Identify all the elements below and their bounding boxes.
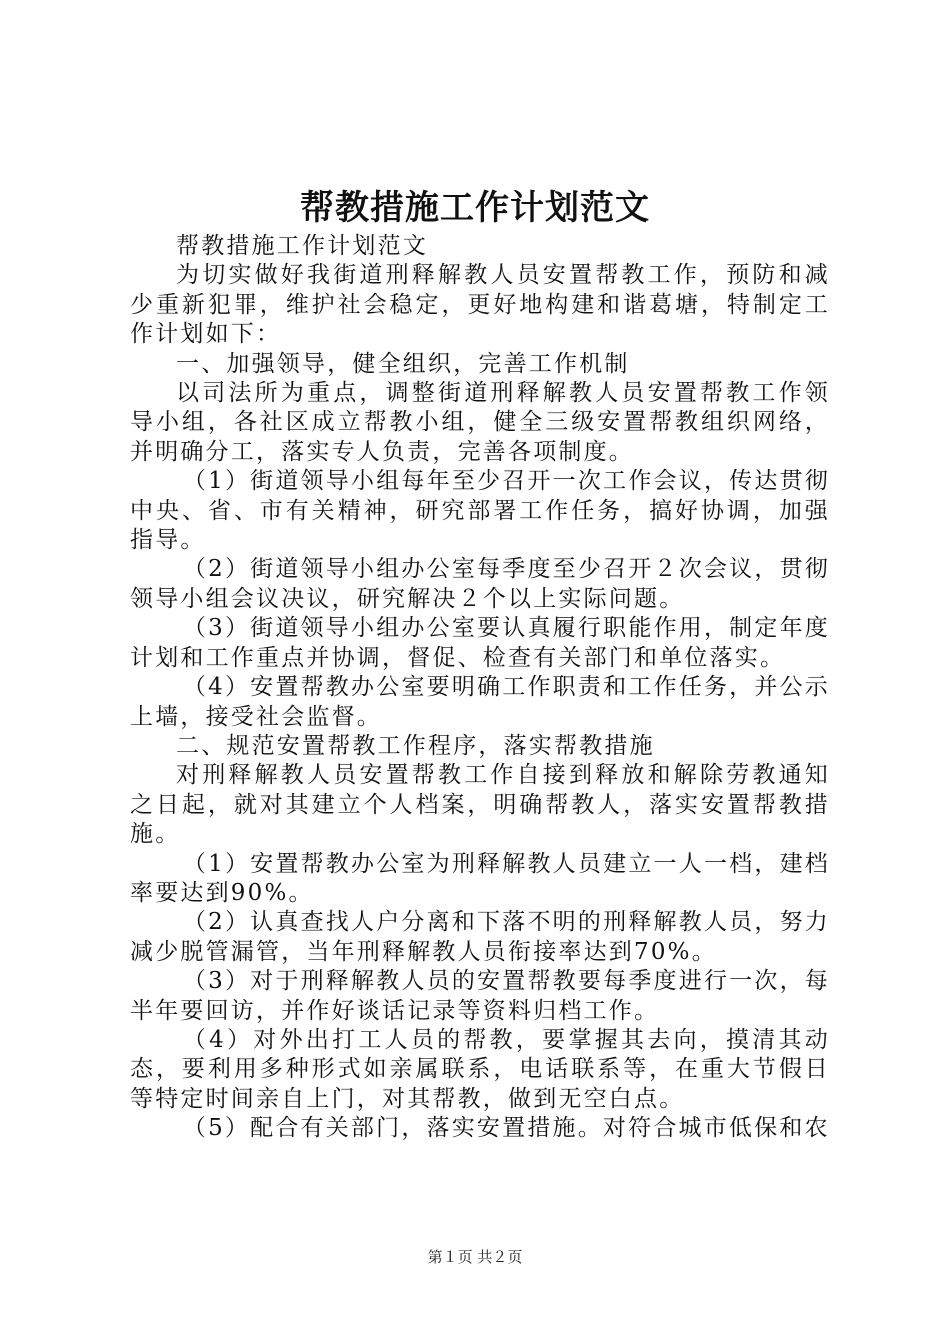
list-item: （4）安置帮教办公室要明确工作职责和工作任务，并公示上墙，接受社会监督。 <box>130 674 830 730</box>
paragraph: 以司法所为重点，调整街道刑释解教人员安置帮教工作领导小组，各社区成立帮教小组，健全三级安置帮教组织网络，并明确分工，落实专人负责，完善各项制度。 <box>130 380 830 465</box>
list-item: （1）街道领导小组每年至少召开一次工作会议，传达贯彻中央、省、市有关精神，研究部署工作任务，搞好协调，加强指导。 <box>130 468 830 554</box>
list-item: （2）街道领导小组办公室每季度至少召开２次会议，贯彻领导小组会议决议，研究解决２个以上实际问题。 <box>130 556 830 612</box>
document-title: 帮教措施工作计划范文 <box>300 188 650 228</box>
paragraph-intro: 为切实做好我街道刑释解教人员安置帮教工作，预防和减少重新犯罪，维护社会稳定，更好地构建和谐葛塘，特制定工作计划如下： <box>130 262 830 348</box>
list-item: （3）对于刑释解教人员的安置帮教要每季度进行一次，每半年要回访，并作好谈话记录等资料归档工作。 <box>130 968 830 1024</box>
list-item: （2）认真查找人户分离和下落不明的刑释解教人员，努力减少脱管漏管，当年刑释解教人员衔接率达到70%。 <box>130 909 830 965</box>
document-body <box>130 232 830 1144</box>
section-heading-1: 一、加强领导，健全组织，完善工作机制 <box>176 350 630 377</box>
list-item: （5）配合有关部门，落实安置措施。对符合城市低保和农 <box>182 1115 830 1142</box>
paragraph: 对刑释解教人员安置帮教工作自接到释放和解除劳教通知之日起，就对其建立个人档案，明确帮教人，落实安置帮教措施。 <box>130 762 830 848</box>
list-item: （3）街道领导小组办公室要认真履行职能作用，制定年度计划和工作重点并协调，督促、检查有关部门和单位落实。 <box>130 615 830 671</box>
section-heading-2: 二、规范安置帮教工作程序，落实帮教措施 <box>176 732 655 759</box>
paragraph-subtitle: 帮教措施工作计划范文 <box>176 233 428 259</box>
list-item: （4）对外出打工人员的帮教，要掌握其去向，摸清其动态，要利用多种形式如亲属联系，电话联系等，在重大节假日等特定时间亲自上门，对其帮教，做到无空白点。 <box>130 1026 830 1112</box>
list-item: （1）安置帮教办公室为刑释解教人员建立一人一档，建档率要达到90%。 <box>130 850 830 906</box>
page-number-footer: 第１页 共２页 <box>427 1248 523 1266</box>
